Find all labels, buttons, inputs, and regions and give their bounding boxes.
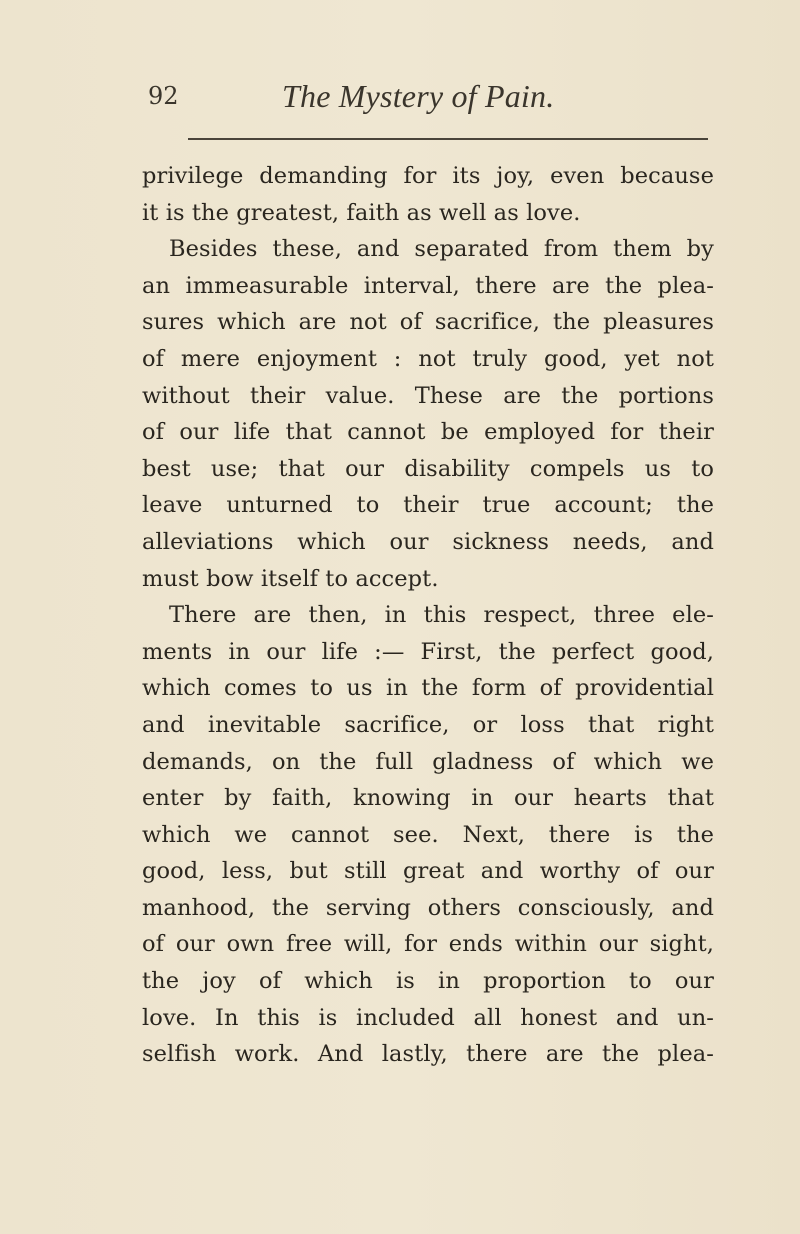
text-line: manhood, the serving others consciously, and xyxy=(142,894,714,921)
text-line: without their value. These are the portions xyxy=(142,382,714,409)
text-line: ments in our life :— First, the perfect good, xyxy=(142,638,714,665)
text-line: love. In this is included all honest and un- xyxy=(142,1004,714,1031)
text-line: selfish work. And lastly, there are the plea- xyxy=(142,1041,714,1068)
text-line: good, less, but still great and worthy of our xyxy=(142,858,714,885)
text-line: it is the greatest, faith as well as love. xyxy=(142,199,581,226)
text-line: leave unturned to their true account; the xyxy=(142,492,714,519)
text-line: enter by faith, knowing in our hearts that xyxy=(142,785,714,812)
body-text xyxy=(142,158,714,1073)
text-line: which we cannot see. Next, there is the xyxy=(142,821,714,848)
page-number: 92 xyxy=(148,82,179,110)
header-rule xyxy=(188,138,708,140)
text-line: There are then, in this respect, three ele- xyxy=(169,602,714,629)
text-line: Besides these, and separated from them by xyxy=(169,236,714,263)
text-line: sures which are not of sacrifice, the pleasures xyxy=(142,309,714,336)
running-title: The Mystery of Pain. xyxy=(282,78,555,114)
text-line: of our own free will, for ends within our sight, xyxy=(142,931,714,958)
text-line: best use; that our disability compels us to xyxy=(142,455,714,482)
text-line: the joy of which is in proportion to our xyxy=(142,968,714,995)
text-line: demands, on the full gladness of which we xyxy=(142,748,714,775)
text-line: alleviations which our sickness needs, and xyxy=(142,528,714,555)
text-line: an immeasurable interval, there are the plea- xyxy=(142,272,714,299)
text-line: must bow itself to accept. xyxy=(142,565,439,592)
text-line: of mere enjoyment : not truly good, yet not xyxy=(142,345,714,372)
text-line: privilege demanding for its joy, even because xyxy=(142,163,714,189)
page-header xyxy=(148,78,708,128)
text-line: of our life that cannot be employed for their xyxy=(142,419,714,446)
text-line: which comes to us in the form of providential xyxy=(142,675,714,702)
text-line: and inevitable sacrifice, or loss that right xyxy=(142,711,714,738)
